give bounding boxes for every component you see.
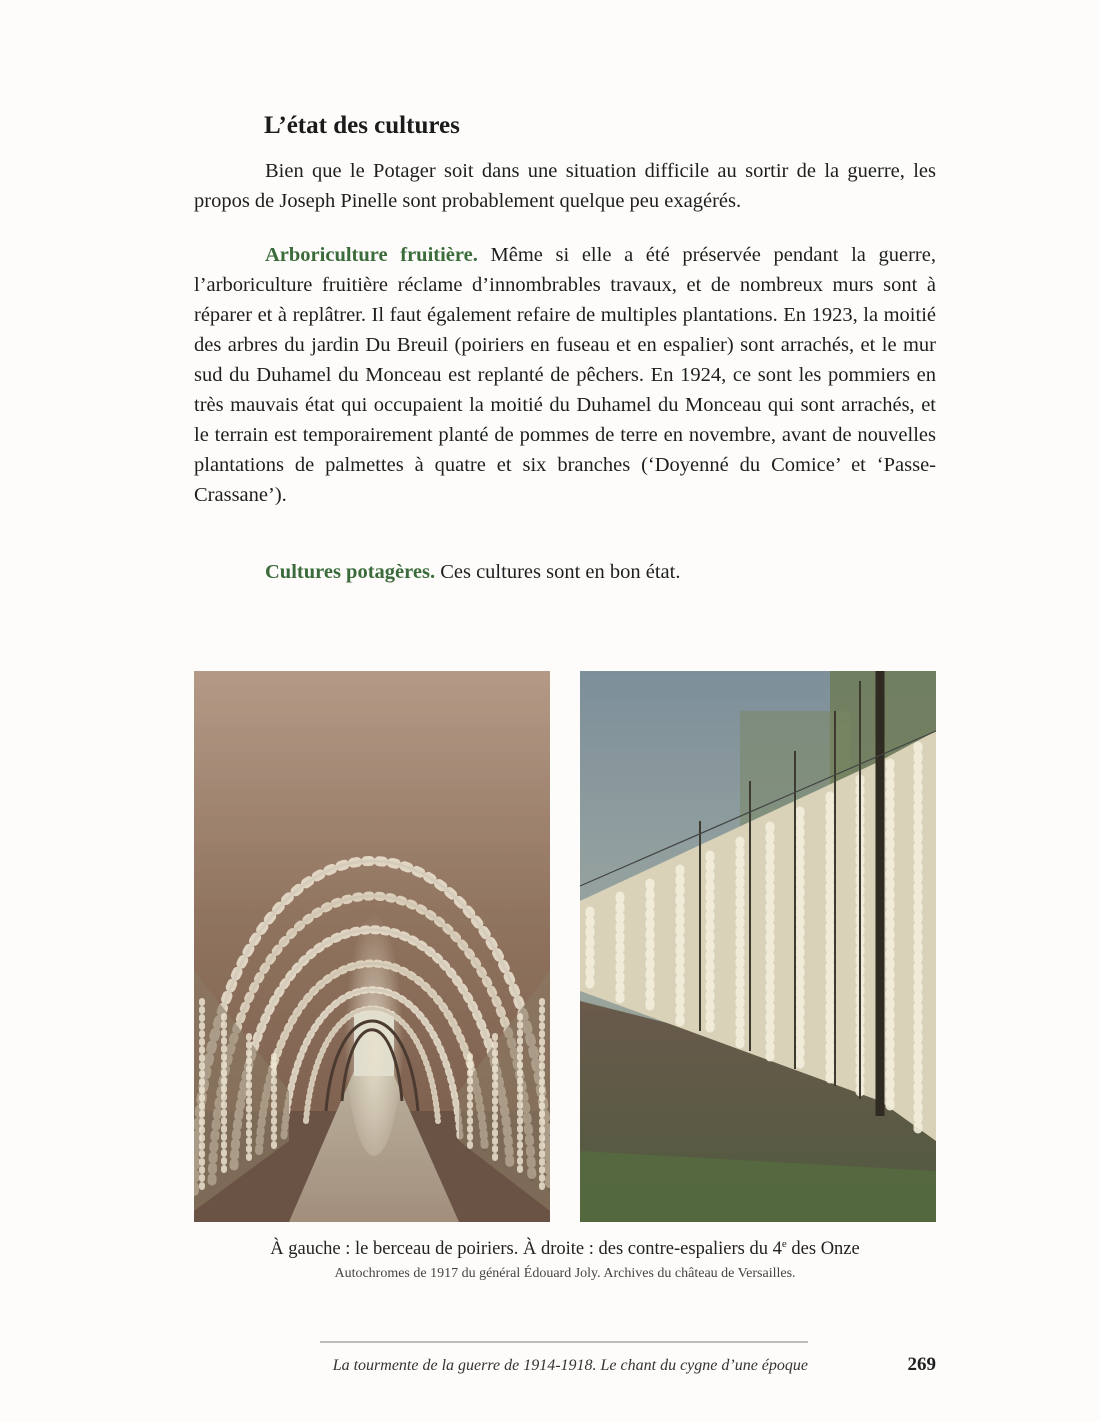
caption-before: À gauche : le berceau de poiriers. À droite : des contre-espaliers du 4 <box>270 1239 782 1260</box>
vegetable-lead: Cultures potagères. <box>265 561 436 583</box>
vegetable-text: Ces cultures sont en bon état. <box>435 561 681 583</box>
fruit-paragraph <box>194 240 936 510</box>
photo-counter-espaliers <box>580 671 936 1222</box>
photo-counter-espaliers-image <box>580 671 936 1222</box>
fruit-text: Même si elle a été préservée pendant la guerre, l’arboriculture fruitière réclame d’innombrables travaux, et de nombreux murs sont à réparer et à replâtrer. Il faut également refaire de multiples plantations. En 1923, la moitié des arbres du jardin Du Breuil (poiriers en fuseau et en espalier) sont arrachés, et le mur sud du Duhamel du Monceau est replanté de pêchers. En 1924, ce sont les pommiers en très mauvais état qui occupaient la moitié du Duhamel du Monceau qui sont arrachés, et le terrain est temporairement planté de pommes de terre en novembre, avant de nouvelles plantations de palmettes à quatre et six branches (‘Doyenné du Comice’ et ‘Passe-Crassane’). <box>194 244 936 506</box>
photo-pear-arbour <box>194 671 550 1222</box>
caption-after: des Onze <box>786 1239 860 1260</box>
figure-credit: Autochromes de 1917 du général Édouard Joly. Archives du château de Versailles. <box>334 1266 796 1281</box>
figure-caption <box>194 1238 936 1260</box>
caption-superscript: e <box>781 1238 787 1250</box>
running-footer-title: La tourmente de la guerre de 1914-1918. Le chant du cygne d’une époque <box>332 1357 808 1374</box>
vegetable-paragraph <box>194 557 936 587</box>
section-heading: L’état des cultures <box>264 112 460 139</box>
intro-paragraph: Bien que le Potager soit dans une situation difficile au sortir de la guerre, les propos de Joseph Pinelle sont probablement quelque peu exagérés. <box>194 160 936 212</box>
photo-pear-arbour-image <box>194 671 550 1222</box>
footer-rule <box>320 1341 808 1343</box>
fruit-lead: Arboriculture fruitière. <box>265 244 478 266</box>
page-number: 269 <box>907 1354 936 1375</box>
